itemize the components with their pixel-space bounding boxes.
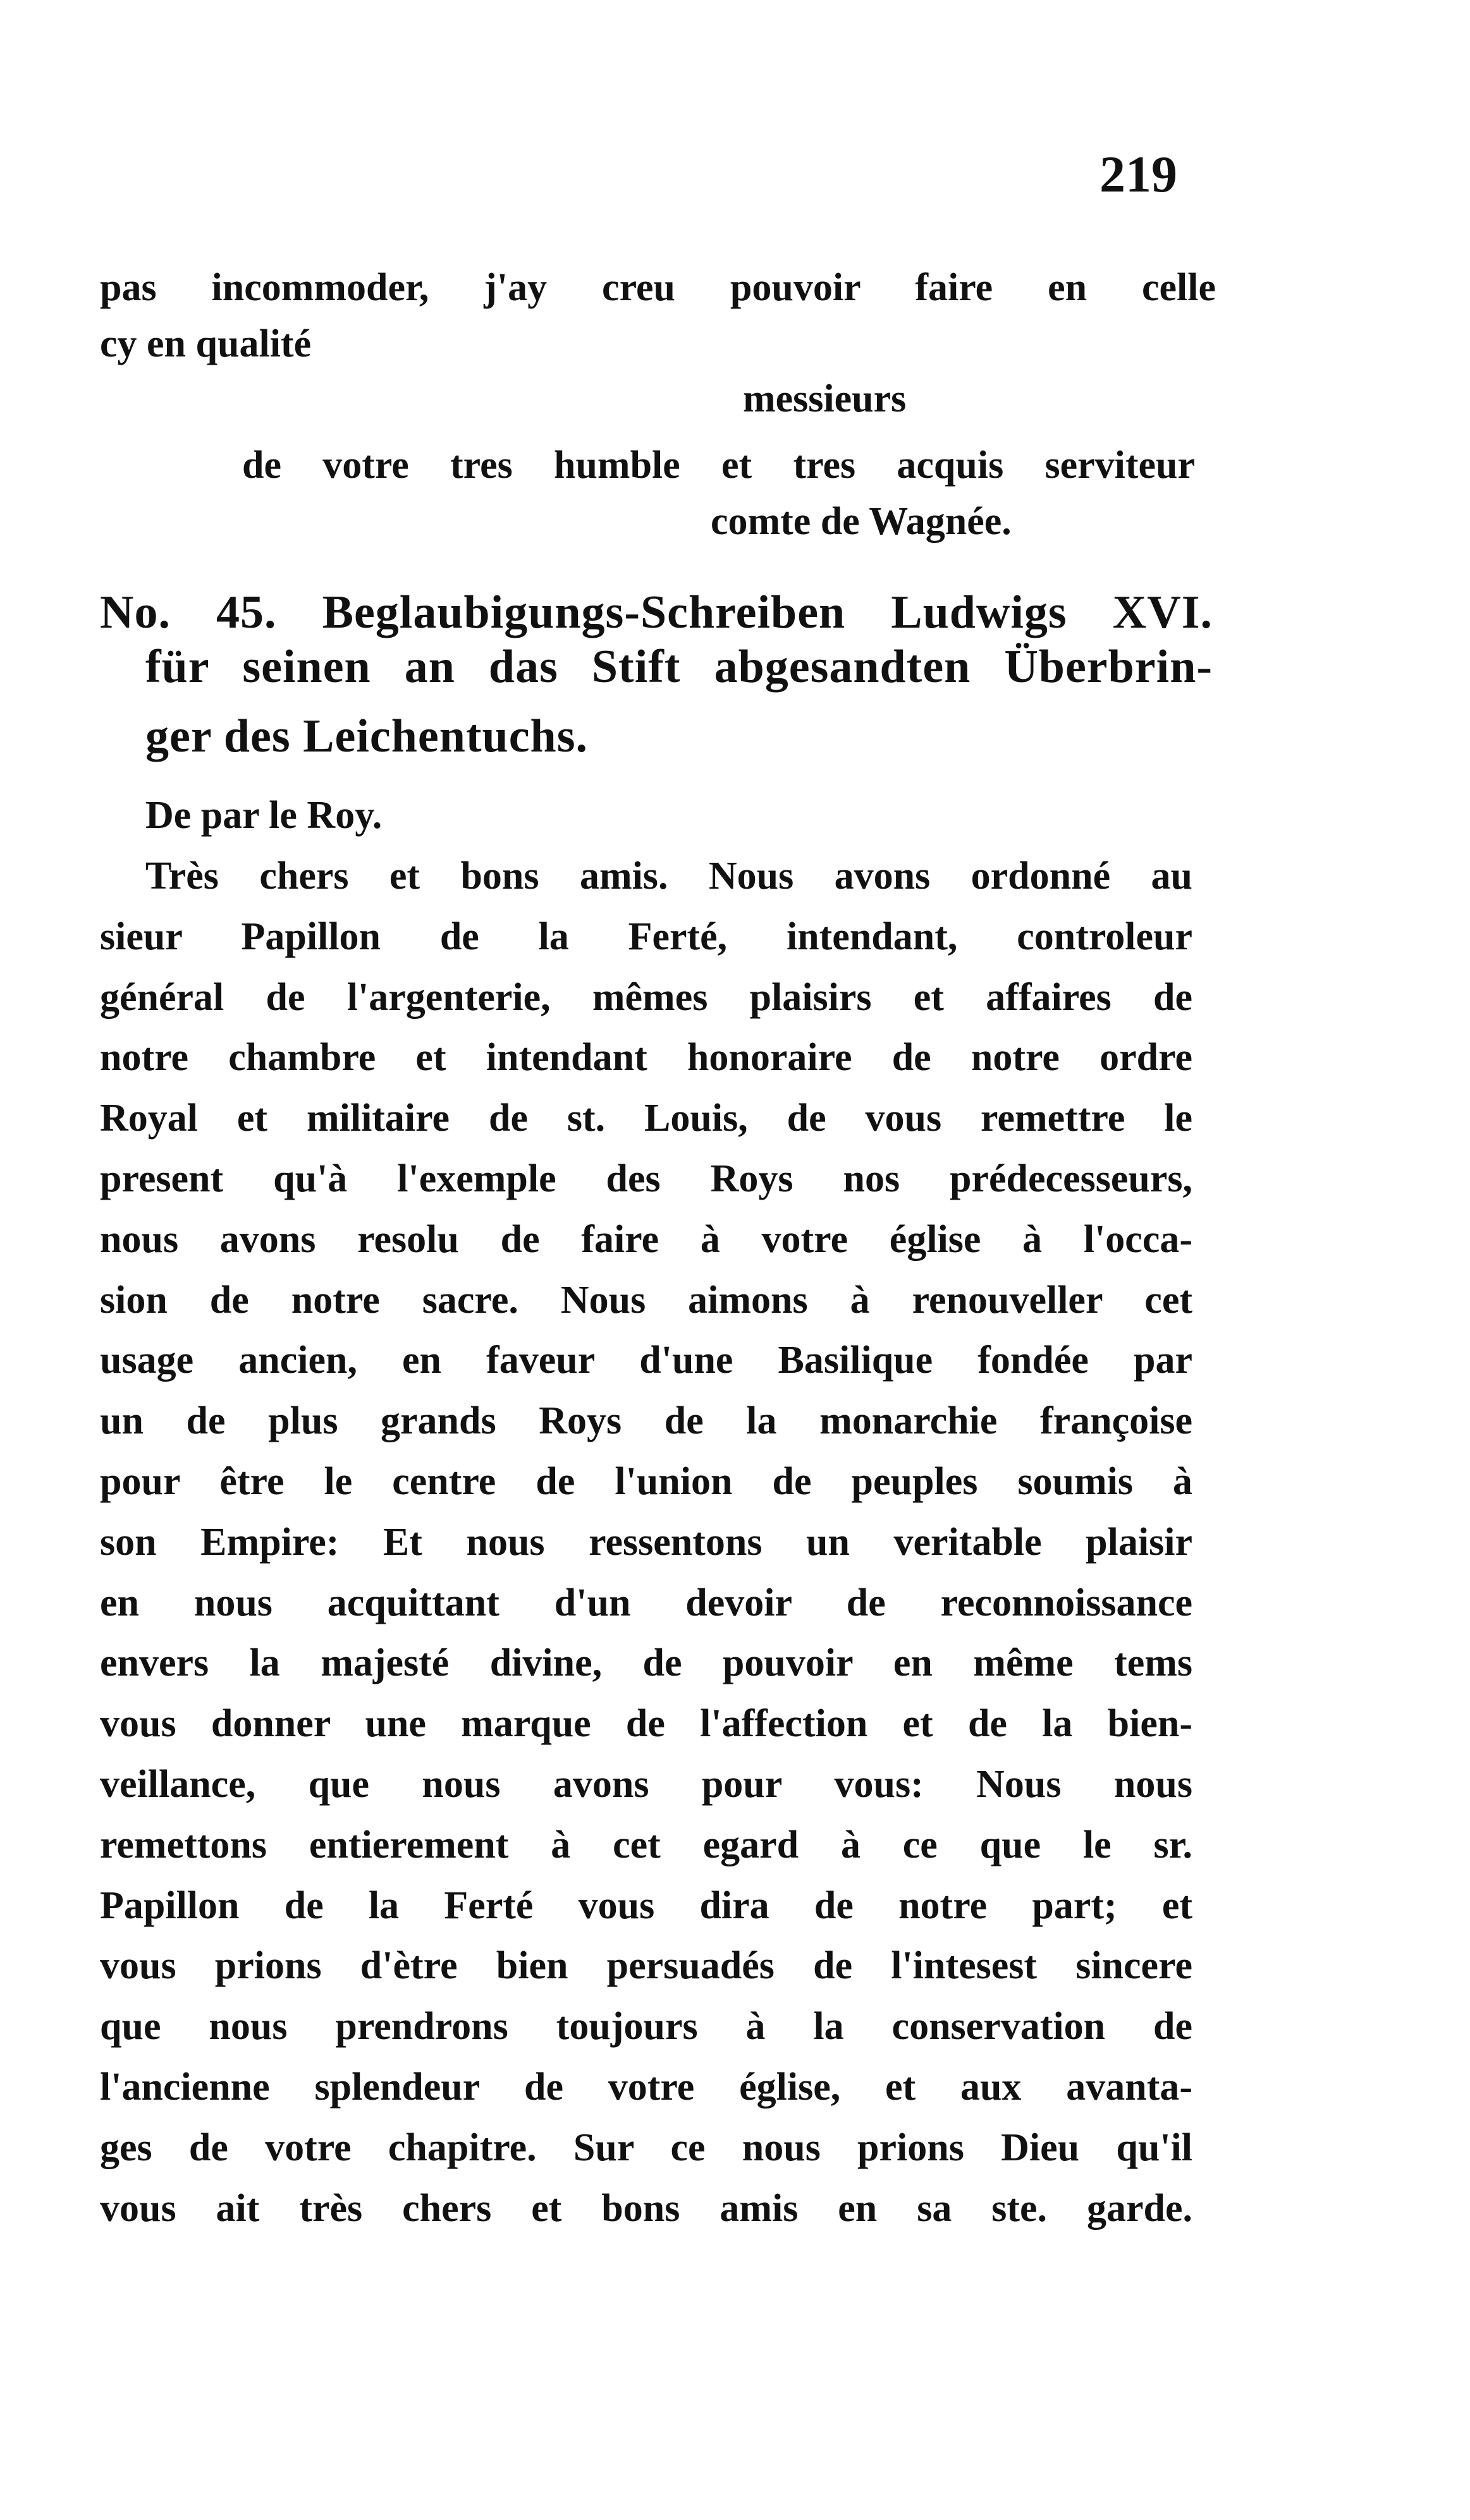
body-line: pour être le centre de l'union de peuples soumis à [100, 1459, 1192, 1503]
body-line: sion de notre sacre. Nous aimons à renouveller cet [100, 1278, 1192, 1322]
page-number: 219 [1099, 145, 1177, 203]
body-line: que nous prendrons toujours à la conservation de [100, 2005, 1192, 2048]
body-line: vous ait très chers et bons amis en sa ste. garde. [100, 2186, 1192, 2230]
body-line: un de plus grands Roys de la monarchie françoise [100, 1399, 1192, 1443]
body-line: sieur Papillon de la Ferté, intendant, controleur [100, 915, 1192, 958]
section-heading-line: für seinen an das Stift abgesandten Überbrin- [145, 641, 1213, 693]
body-line: veillance, que nous avons pour vous: Nous nous [100, 1762, 1192, 1806]
body-line: général de l'argenterie, mêmes plaisirs et affaires de [100, 975, 1192, 1019]
salutation: messieurs [743, 377, 907, 420]
closing-line: de votre tres humble et tres acquis serviteur [242, 444, 1195, 487]
section-heading-line: ger des Leichentuchs. [145, 710, 589, 762]
body-line: nous avons resolu de faire à votre église à l'occa- [100, 1217, 1192, 1261]
letter-body [100, 846, 1192, 2239]
signature: comte de Wagnée. [711, 500, 1012, 543]
section-heading-line: No. 45. Beglaubigungs-Schreiben Ludwigs XVI. [100, 587, 1213, 638]
body-line: envers la majesté divine, de pouvoir en même tems [100, 1641, 1192, 1685]
body-line: usage ancien, en faveur d'une Basilique fondée par [100, 1339, 1192, 1382]
continuation-line: pas incommoder, j'ay creu pouvoir faire en celle [100, 266, 1216, 309]
body-line: vous prions d'ètre bien persuadés de l'intesest sincere [100, 1944, 1192, 1988]
body-line: l'ancienne splendeur de votre église, et aux avanta- [100, 2065, 1192, 2109]
body-line: ges de votre chapitre. Sur ce nous prions Dieu qu'il [100, 2126, 1192, 2169]
body-line: present qu'à l'exemple des Roys nos prédecesseurs, [100, 1157, 1192, 1200]
body-line: son Empire: Et nous ressentons un veritable plaisir [100, 1520, 1192, 1564]
continuation-line: cy en qualité [100, 322, 312, 365]
body-line: vous donner une marque de l'affection et de la bien- [100, 1702, 1192, 1746]
body-line: Très chers et bons amis. Nous avons ordonné au [145, 855, 1192, 898]
body-line: notre chambre et intendant honoraire de notre ordre [100, 1036, 1192, 1080]
letter-opening: De par le Roy. [145, 794, 383, 837]
body-line: en nous acquittant d'un devoir de reconnoissance [100, 1581, 1192, 1624]
body-line: remettons entierement à cet egard à ce que le sr. [100, 1823, 1192, 1866]
body-line: Royal et militaire de st. Louis, de vous remettre le [100, 1097, 1192, 1140]
body-line: Papillon de la Ferté vous dira de notre part; et [100, 1884, 1192, 1927]
